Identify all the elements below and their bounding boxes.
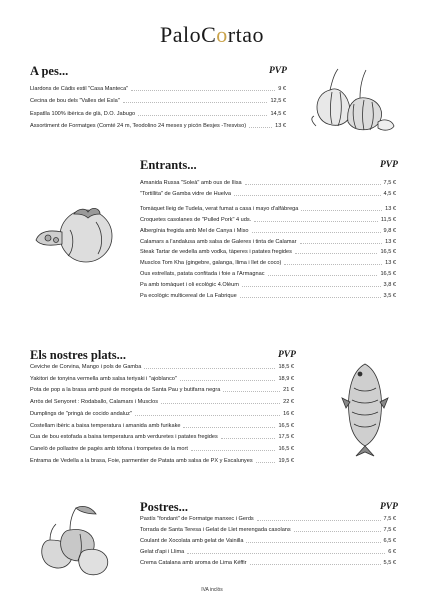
menu-item-price: 21 € <box>283 387 294 394</box>
menu-item-name: Pa ecològic multicereal de La Fabrique <box>140 293 237 299</box>
menu-item-price: 7,5 € <box>383 526 396 533</box>
menu-item-name: Cua de bou estofada a baixa temperatura amb verduretes i patates fregides <box>30 434 218 441</box>
dot-leader <box>301 209 382 211</box>
dot-leader <box>294 530 381 532</box>
section-entrants <box>140 158 396 318</box>
menu-item <box>140 249 396 256</box>
dot-leader <box>300 242 383 244</box>
menu-item <box>140 217 396 224</box>
menu-item <box>30 123 286 130</box>
menu-item-price: 7,5 € <box>383 180 396 186</box>
menu-item-name: Musclos Tom Kha (gingebre, galanga, llima i llet de coco) <box>140 260 282 267</box>
menu-item-price: 5,5 € <box>383 559 396 566</box>
menu-item-price: 6,5 € <box>383 537 396 544</box>
section-title: Els nostres plats... <box>30 348 126 362</box>
menu-item-price: 7,5 € <box>383 516 396 522</box>
menu-item-price: 16,5 € <box>380 249 396 256</box>
menu-item-price: 22 € <box>283 399 294 406</box>
dot-leader <box>250 563 381 565</box>
menu-item-name: Entrama de Vedella a la brasa, Foie, parmentier de Patata amb salsa de PX y Escalunyes <box>30 457 253 464</box>
menu-item <box>140 228 396 235</box>
menu-item-price: 17,5 € <box>278 434 294 441</box>
dot-leader <box>234 194 381 196</box>
menu-item-name: Arròs del Senyoret : Rodaballo, Calamars i Musclos <box>30 399 159 406</box>
pvp-label: PVP <box>380 502 398 512</box>
menu-item <box>140 293 396 300</box>
menu-item-price: 16,5 € <box>278 445 294 452</box>
menu-item-name: Dumplings de "pringà de cocido andaluz" <box>30 410 132 417</box>
menu-item <box>30 387 294 394</box>
menu-item <box>140 271 396 278</box>
dot-leader <box>161 402 280 404</box>
menu-item-name: Gelat d'api i Llima <box>140 548 185 555</box>
menu-item-name: Albergínia fregida amb Mel de Canya i Miso <box>140 227 249 234</box>
menu-item <box>140 516 396 523</box>
menu-item <box>30 423 294 430</box>
menu-item-name: Calamars a l'andalusa amb salsa de Galeres i tinta de Calamar <box>140 238 297 245</box>
section-title: Entrants... <box>140 158 197 172</box>
fish-illustration <box>340 358 390 458</box>
dot-leader <box>257 519 381 521</box>
menu-item-price: 16,5 € <box>278 422 294 429</box>
menu-item-name: Amanida Russa "Soleà" amb ous de Ilisa <box>140 180 242 186</box>
menu-item-price: 9,8 € <box>383 227 396 234</box>
dot-leader <box>242 285 381 287</box>
menu-item-name: Pastís "fondant" de Formatge manxec i Gerds <box>140 516 254 522</box>
dot-leader <box>256 461 276 463</box>
menu-item <box>30 411 294 418</box>
menu-item-price: 13 € <box>385 238 396 245</box>
menu-item <box>30 446 294 453</box>
dot-leader <box>254 220 378 222</box>
menu-item <box>30 399 294 406</box>
dot-leader <box>221 437 276 439</box>
footer-vat-note: IVA inclòs <box>201 587 223 593</box>
menu-item <box>140 538 396 545</box>
menu-item-name: Torrada de Santa Teresa i Gelat de Llet merengada casolans <box>140 526 291 533</box>
menu-item-price: 12,5 € <box>270 98 286 105</box>
menu-item-name: Pa amb tomàquet i oli ecològic 4.Olèum <box>140 282 239 289</box>
section-plats <box>30 348 294 473</box>
menu-item <box>30 86 286 93</box>
menu-item-price: 18,5 € <box>278 364 294 370</box>
garlic-illustration <box>308 64 398 134</box>
menu-item-price: 13 € <box>385 205 396 212</box>
menu-item <box>30 98 286 105</box>
dot-leader <box>246 541 380 543</box>
menu-item <box>30 364 294 371</box>
menu-item <box>140 282 396 289</box>
dot-leader <box>138 114 267 116</box>
menu-item-name: Canelò de pollastre de pagès amb tòfona i trompetes de la mort <box>30 445 188 452</box>
menu-item-name: Steak Tartar de vedella amb vodka, tàperes i patates fregides <box>140 249 292 256</box>
menu-item-price: 3,8 € <box>383 282 396 289</box>
dot-leader <box>223 390 280 392</box>
dot-leader <box>245 183 381 185</box>
menu-item-name: Pota de pop a la brasa amb puré de mongeta de Santa Pau y butifarra negra <box>30 387 221 394</box>
menu-item <box>30 458 294 465</box>
dot-leader <box>284 263 382 265</box>
pvp-label: PVP <box>380 160 398 170</box>
dot-leader <box>144 367 275 369</box>
menu-item-name: Espatlla 100% ibèrica de glà, D.O. Jabugo <box>30 110 136 117</box>
section-title: A pes... <box>30 64 69 78</box>
menu-item <box>140 527 396 534</box>
menu-item <box>30 111 286 118</box>
pvp-label: PVP <box>269 66 287 76</box>
dot-leader <box>183 426 275 428</box>
section-title: Postres... <box>140 500 189 514</box>
menu-item-name: Ous estrellats, patata confitada i foie a l'Armagnac <box>140 271 265 278</box>
dot-leader <box>268 274 378 276</box>
pvp-label: PVP <box>278 350 296 360</box>
dot-leader <box>295 252 377 254</box>
menu-item-name: Ceviche de Corvina, Mango i pols de Gamba <box>30 364 142 370</box>
menu-item-price: 16 € <box>283 410 294 417</box>
menu-item <box>140 191 396 198</box>
menu-item-name: Yakitori de tonyina vermella amb salsa teriyaki i "ajoblanco" <box>30 375 177 382</box>
menu-item-name: Tomàquet lleig de Tudela, verat fumat a casa i mayo d'alfàbrega <box>140 205 299 212</box>
section-apes <box>30 64 286 144</box>
dot-leader <box>180 379 276 381</box>
menu-item-price: 4,5 € <box>383 190 396 197</box>
dot-leader <box>135 414 280 416</box>
menu-item-name: Costellam ibèric a baixa temperatura i amanida amb furikake <box>30 422 181 429</box>
section-postres <box>140 500 396 580</box>
menu-item <box>30 376 294 383</box>
menu-item <box>140 206 396 213</box>
menu-item-price: 13 € <box>385 260 396 267</box>
menu-item-price: 3,5 € <box>383 293 396 299</box>
dot-leader <box>252 231 381 233</box>
menu-item <box>140 560 396 567</box>
tomato-illustration <box>34 200 114 270</box>
dot-leader <box>249 126 272 128</box>
menu-item-price: 16,5 € <box>380 271 396 278</box>
figs-illustration <box>30 500 120 580</box>
menu-item-price: 11,5 € <box>380 216 396 223</box>
menu-item <box>140 180 396 187</box>
menu-item-price: 14,5 € <box>270 110 286 117</box>
menu-item-name: Crema Catalana amb aroma de Lima Kéffir <box>140 559 247 566</box>
dot-leader <box>123 101 268 103</box>
menu-item <box>30 434 294 441</box>
dot-leader <box>191 449 275 451</box>
menu-item-name: Assortiment de Formatges (Comté 24 m, Teodolino 24 meses y picón Besjes -Tresviso) <box>30 123 247 130</box>
menu-item-name: Llardons de Càdis estil "Casa Manteca" <box>30 86 129 92</box>
menu-item-name: Cecina de bou dels "Valles del Esla" <box>30 98 120 105</box>
dot-leader <box>187 552 385 554</box>
menu-item-price: 6 € <box>388 548 396 555</box>
menu-item <box>140 260 396 267</box>
restaurant-logo: PaloCortao <box>160 22 264 47</box>
menu-item <box>140 239 396 246</box>
menu-item-name: "Tortillita" de Gamba vidre de Huelva <box>140 190 232 197</box>
menu-item-price: 9 € <box>278 86 286 92</box>
dot-leader <box>240 296 381 298</box>
menu-item-name: Coulant de Xocolata amb gelat de Vainilla <box>140 537 244 544</box>
menu-item <box>140 549 396 556</box>
dot-leader <box>131 89 275 91</box>
menu-item-name: Croquetes casolanes de "Pulled Pork" 4 uds. <box>140 216 252 223</box>
menu-item-price: 19,5 € <box>278 457 294 464</box>
menu-item-price: 13 € <box>275 123 286 130</box>
menu-item-price: 18,9 € <box>278 375 294 382</box>
